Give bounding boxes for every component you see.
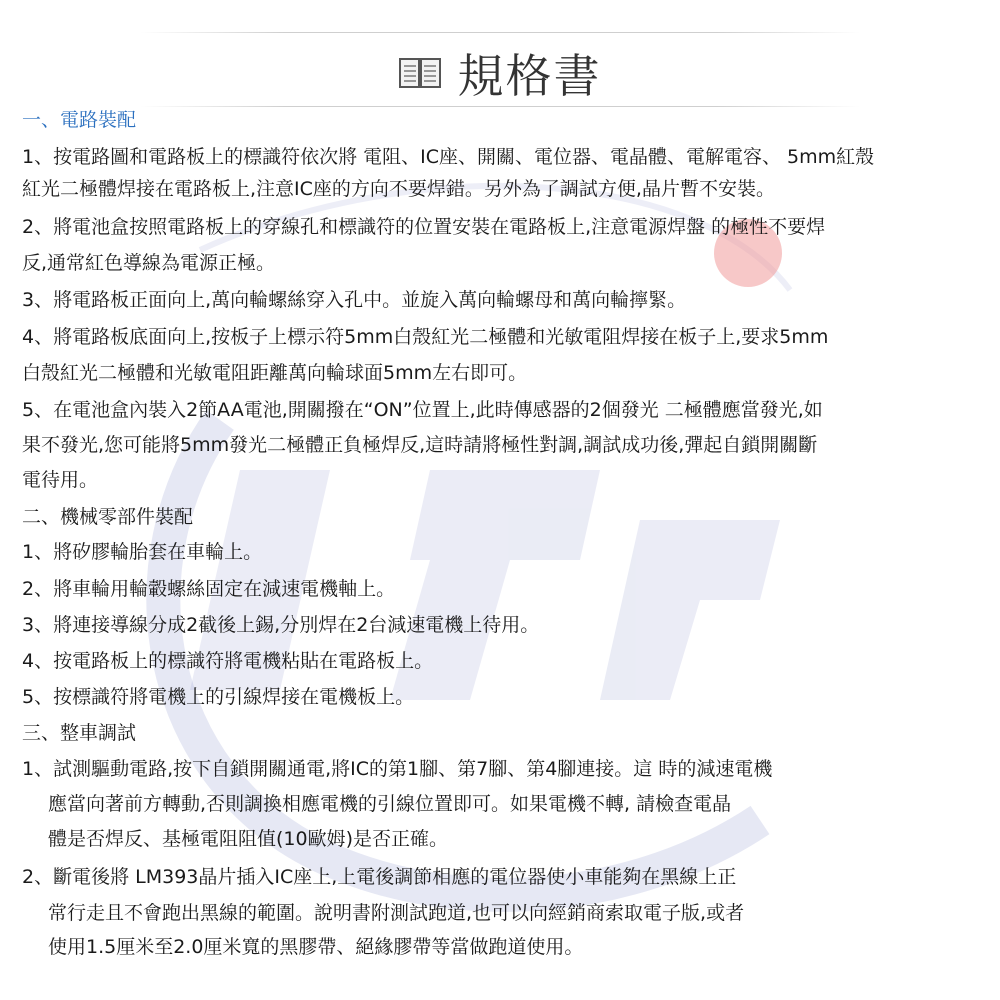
text-line: 2、將電池盒按照電路板上的穿線孔和標識符的位置安裝在電路板上,注意電源焊盤 的極性不要焊: [22, 216, 826, 238]
title-top-rule: [140, 32, 860, 33]
text-line: 常行走且不會跑出黑線的範圍。說明書附測試跑道,也可以向經銷商索取電子版,或者: [48, 902, 745, 924]
text-line: 紅光二極體焊接在電路板上,注意IC座的方向不要焊錯。另外為了調試方便,晶片暫不安裝。: [22, 178, 775, 200]
text-line: 4、將電路板底面向上,按板子上標示符5mm白殼紅光二極體和光敏電阻焊接在板子上,要求5mm: [22, 326, 829, 348]
text-line: 1、按電路圖和電路板上的標識符依次將 電阻、IC座、開關、電位器、電晶體、電解電容、 5mm紅殼: [22, 146, 875, 168]
text-line: 5、按標識符將電機上的引線焊接在電機板上。: [22, 686, 415, 708]
text-line: 5、在電池盒內裝入2節AA電池,開關撥在“ON”位置上,此時傳感器的2個發光 二極體應當發光,如: [22, 399, 823, 421]
text-line: 應當向著前方轉動,否則調換相應電機的引線位置即可。如果電機不轉, 請檢查電晶: [48, 793, 732, 815]
text-line: 2、斷電後將 LM393晶片插入IC座上,上電後調節相應的電位器使小車能夠在黑線上正: [22, 866, 737, 888]
text-line: 3、將連接導線分成2截後上錫,分別焊在2台減速電機上待用。: [22, 614, 540, 636]
section-heading-mechanical: 二、機械零部件裝配: [22, 506, 194, 528]
text-line: 1、試測驅動電路,按下自鎖開關通電,將IC的第1腳、第7腳、第4腳連接。這 時的減速電機: [22, 758, 773, 780]
section-heading-testing: 三、整車調試: [22, 722, 137, 744]
text-line: 體是否焊反、基極電阻阻值(10歐姆)是否正確。: [48, 828, 449, 850]
text-line: 使用1.5厘米至2.0厘米寬的黑膠帶、絕緣膠帶等當做跑道使用。: [48, 936, 584, 958]
text-line: 電待用。: [22, 469, 99, 491]
book-icon: [398, 55, 442, 91]
text-line: 反,通常紅色導線為電源正極。: [22, 252, 276, 274]
section-heading-circuit: 一、電路裝配: [22, 109, 137, 131]
text-line: 1、將矽膠輪胎套在車輪上。: [22, 541, 263, 563]
text-line: 2、將車輪用輪轂螺絲固定在減速電機軸上。: [22, 578, 396, 600]
page-title: 規格書: [457, 49, 602, 103]
text-line: 3、將電路板正面向上,萬向輪螺絲穿入孔中。並旋入萬向輪螺母和萬向輪擰緊。: [22, 289, 687, 311]
title-bar: [60, 30, 940, 110]
text-line: 4、按電路板上的標識符將電機粘貼在電路板上。: [22, 650, 434, 672]
text-line: 果不發光,您可能將5mm發光二極體正負極焊反,這時請將極性對調,調試成功後,彈起自鎖開關斷: [22, 434, 818, 456]
text-line: 白殼紅光二極體和光敏電阻距離萬向輪球面5mm左右即可。: [22, 362, 528, 384]
